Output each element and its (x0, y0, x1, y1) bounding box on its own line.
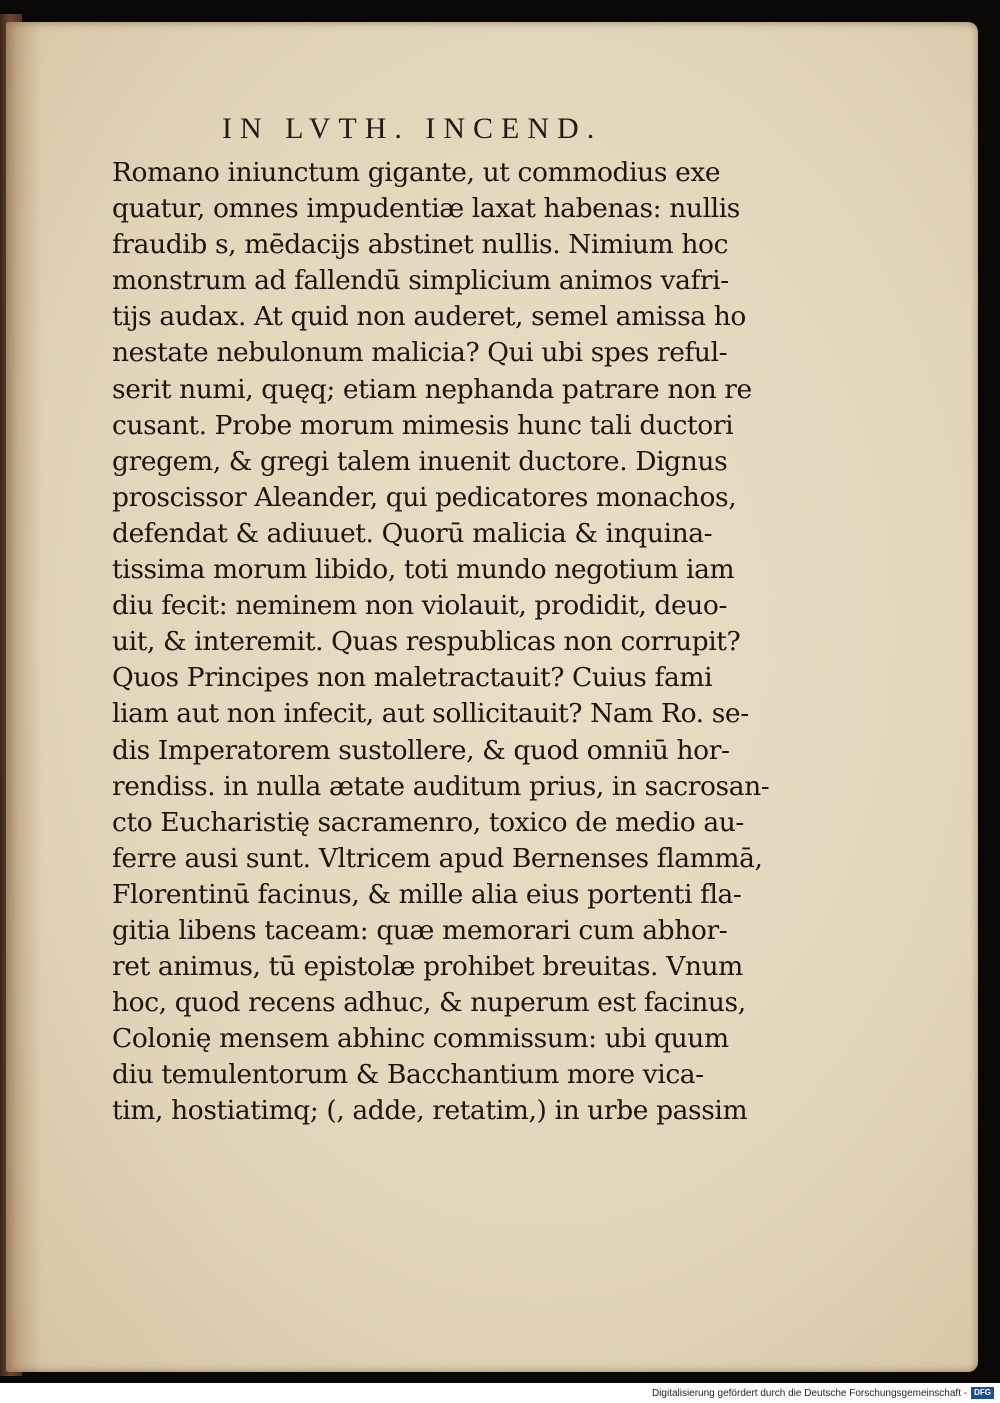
text-line: proscissor Aleander, qui pedicatores monachos, (112, 481, 737, 513)
text-line: tissima morum libido, toti mundo negotium iam (112, 554, 735, 586)
page-gutter-stain (6, 22, 42, 1372)
text-line: tim, hostiatimq; (, adde, retatim,) in urbe passim (112, 1095, 748, 1127)
text-line: serit numi, quęq; etiam nephanda patrare non re (112, 373, 752, 405)
text-line: Quos Principes non maletractauit? Cuius fami (112, 662, 713, 694)
text-line: gregem, & gregi talem inuenit ductore. Dignus (112, 445, 728, 477)
text-line: rendiss. in nulla ætate auditum prius, in sacrosan- (112, 770, 770, 802)
text-line: quatur, omnes impudentiæ laxat habenas: nullis (112, 193, 740, 225)
text-line: diu temulentorum & Bacchantium more vica- (112, 1059, 704, 1091)
footer-bar (0, 1383, 1000, 1403)
text-line: cusant. Probe morum mimesis hunc tali ductori (112, 409, 734, 441)
text-line: gitia libens taceam: quæ memorari cum abhor- (112, 914, 728, 946)
text-line: ferre ausi sunt. Vltricem apud Bernenses flammā, (112, 842, 763, 874)
text-line: uit, & interemit. Quas respublicas non corrupit? (112, 626, 741, 658)
text-line: nestate nebulonum malicia? Qui ubi spes reful- (112, 337, 728, 369)
text-line: liam aut non infecit, aut sollicitauit? Nam Ro. se- (112, 698, 749, 730)
text-line: diu fecit: neminem non violauit, prodidit, deuo- (112, 590, 728, 622)
text-line: ret animus, tū epistolæ prohibet breuitas. Vnum (112, 951, 743, 983)
text-line: tijs audax. At quid non auderet, semel amissa ho (112, 301, 746, 333)
text-line: monstrum ad fallendū simplicium animos vafri- (112, 265, 729, 297)
text-line: Colonię mensem abhinc commissum: ubi quum (112, 1023, 729, 1055)
text-line: fraudib s, mēdacijs abstinet nullis. Nimium hoc (112, 229, 729, 261)
text-line: defendat & adiuuet. Quorū malicia & inquina- (112, 517, 713, 549)
text-line: dis Imperatorem sustollere, & quod omniū hor- (112, 734, 730, 766)
text-line: cto Eucharistię sacramenro, toxico de medio au- (112, 806, 744, 838)
dfg-logo[interactable]: DFG (971, 1387, 994, 1399)
text-line: Romano iniunctum gigante, ut commodius exe (112, 157, 721, 188)
digitization-credit: Digitalisierung gefördert durch die Deutsche Forschungsgemeinschaft - (651, 1387, 968, 1399)
text-line: Florentinū facinus, & mille alia eius portenti fla- (112, 878, 742, 910)
text-line: hoc, quod recens adhuc, & nuperum est facinus, (112, 987, 746, 1019)
running-head: IN LVTH. INCEND. (222, 112, 603, 145)
body-text (112, 155, 772, 1130)
